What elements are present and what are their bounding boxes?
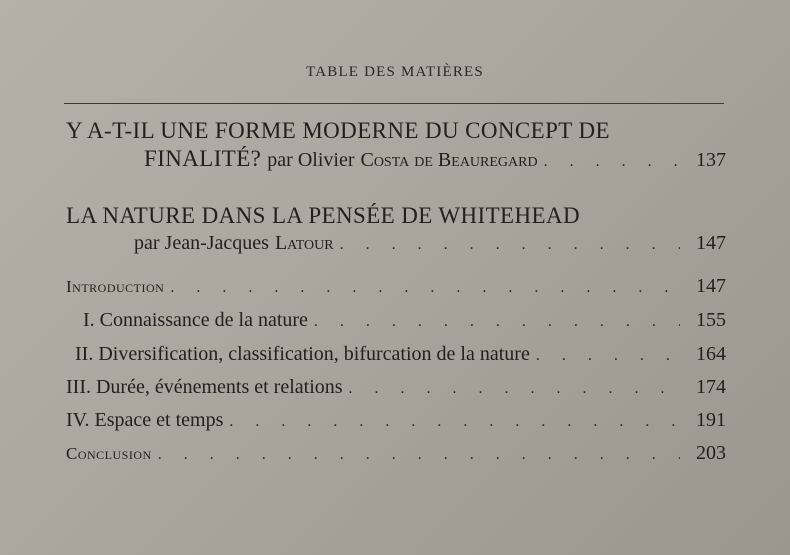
entry-label: III. Durée, événements et relations	[66, 376, 343, 398]
leader-dots	[158, 446, 680, 464]
show-through-text	[70, 485, 710, 545]
header-rule	[64, 103, 724, 104]
toc-entry-3	[66, 376, 726, 399]
article2-title-line1: LA NATURE DANS LA PENSÉE DE WHITEHEAD	[66, 203, 580, 228]
article1-byline	[144, 146, 726, 172]
leader-dots	[536, 347, 680, 365]
article1-title-line1: Y A-T-IL UNE FORME MODERNE DU CONCEPT DE	[66, 118, 610, 143]
running-head: TABLE DES MATIÈRES	[306, 64, 484, 80]
entry-page: 191	[696, 409, 726, 431]
entry-label: Introduction	[66, 277, 165, 296]
entry-label: Conclusion	[66, 444, 152, 463]
entry-page: 174	[696, 376, 726, 398]
leader-dots	[229, 413, 680, 431]
leader-dots	[349, 380, 680, 398]
article1-author-prefix: par Olivier	[267, 149, 355, 171]
toc-entry-4	[66, 409, 726, 432]
leader-dots	[544, 153, 680, 171]
entry-label: II. Diversification, classification, bifurcation de la nature	[75, 343, 530, 365]
entry-page: 203	[696, 442, 726, 464]
article2-author-name: Latour	[274, 232, 334, 254]
entry-page: 155	[696, 309, 726, 331]
entry-page: 164	[696, 343, 726, 365]
article2-author-prefix: par Jean-Jacques	[134, 232, 269, 254]
article1-title-line2: FINALITÉ?	[144, 146, 262, 171]
article1-page: 137	[696, 149, 726, 171]
entry-label: IV. Espace et temps	[66, 409, 224, 431]
entry-page: 147	[696, 275, 726, 297]
toc-entry-conclusion	[66, 442, 726, 465]
article1-author-name: Costa de Beauregard	[360, 149, 538, 171]
article2-page: 147	[696, 232, 726, 254]
toc-entry-1	[83, 309, 726, 332]
article2-byline	[134, 232, 726, 255]
entry-label: I. Connaissance de la nature	[83, 309, 308, 331]
toc-entry-introduction	[66, 275, 726, 298]
toc-entry-2	[75, 343, 726, 366]
leader-dots	[170, 279, 680, 297]
leader-dots	[314, 313, 680, 331]
leader-dots	[340, 236, 680, 254]
